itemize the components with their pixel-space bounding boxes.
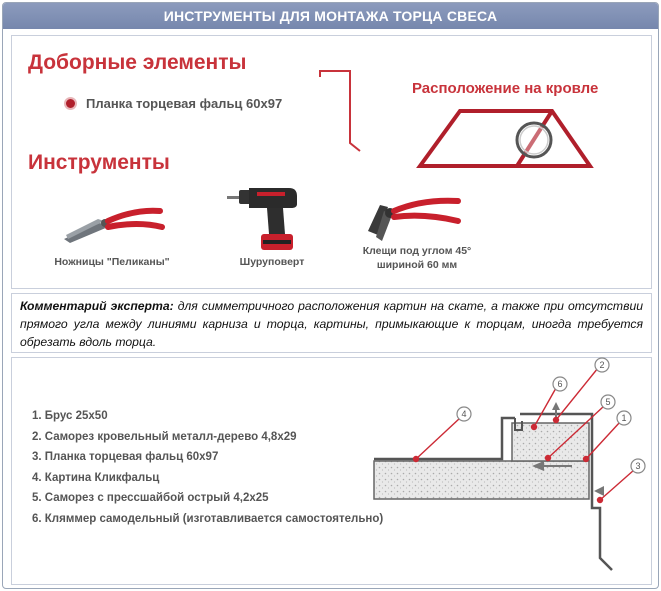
legend-item-1: 1. Брус 25х50 (32, 410, 108, 422)
roof-title: Расположение на кровле (412, 80, 599, 97)
shears-caption: Ножницы "Пеликаны" (54, 256, 170, 268)
clickfalz-panel (374, 418, 515, 459)
screwdriver-drill-icon (227, 184, 302, 252)
end-strip-profile-icon (312, 71, 372, 151)
assembly-panel (11, 357, 652, 585)
expert-comment (11, 293, 652, 353)
pelican-shears-icon (60, 201, 165, 246)
callout-3-label: 3 (635, 461, 641, 471)
callout-6-label: 6 (557, 379, 563, 389)
callout-4-label: 4 (461, 409, 467, 419)
pliers-caption (342, 244, 492, 272)
extras-title: Доборные элементы (28, 51, 247, 74)
angled-pliers-icon (362, 191, 462, 243)
bullet-icon (64, 97, 77, 110)
legend-item-4: 4. Картина Кликфальц (32, 471, 160, 484)
pliers-caption-line2: шириной 60 мм (376, 259, 458, 271)
screw-end-icon (594, 486, 604, 496)
expert-comment-text: для симметричного расположения картин на скате, а также при отсутствии прямого угла между линиями карниза и торца, картины, примыкающие к торцам, иногда требуется обрезать вдоль торца. (20, 299, 643, 349)
callout-5-label: 5 (605, 397, 611, 407)
callout-2-label: 2 (599, 360, 605, 370)
callout-1-label: 1 (621, 413, 627, 423)
roof-location-icon (412, 101, 597, 171)
tools-title: Инструменты (28, 151, 170, 174)
tools-panel (11, 35, 652, 289)
screw-top-icon (552, 402, 560, 410)
legend-item-3: 3. Планка торцевая фальц 60х97 (32, 451, 219, 463)
pliers-caption-line1: Клещи под углом 45° (362, 245, 472, 257)
extras-item-label: Планка торцевая фальц 60х97 (86, 96, 283, 111)
drill-caption: Шуруповерт (239, 256, 305, 268)
legend-item-5: 5. Саморез с прессшайбой острый 4,2х25 (32, 492, 269, 504)
expert-comment-label: Комментарий эксперта: (20, 299, 174, 313)
banner-title: ИНСТРУМЕНТЫ ДЛЯ МОНТАЖА ТОРЦА СВЕСА (3, 3, 658, 29)
infographic-frame (2, 2, 659, 589)
cross-section-diagram (372, 358, 652, 584)
legend-item-6: 6. Кляммер самодельный (изготавливается самостоятельно) (32, 512, 384, 525)
legend-item-2: 2. Саморез кровельный металл-дерево 4,8х29 (32, 430, 297, 443)
legend-list (32, 406, 383, 529)
extras-item (64, 96, 282, 111)
